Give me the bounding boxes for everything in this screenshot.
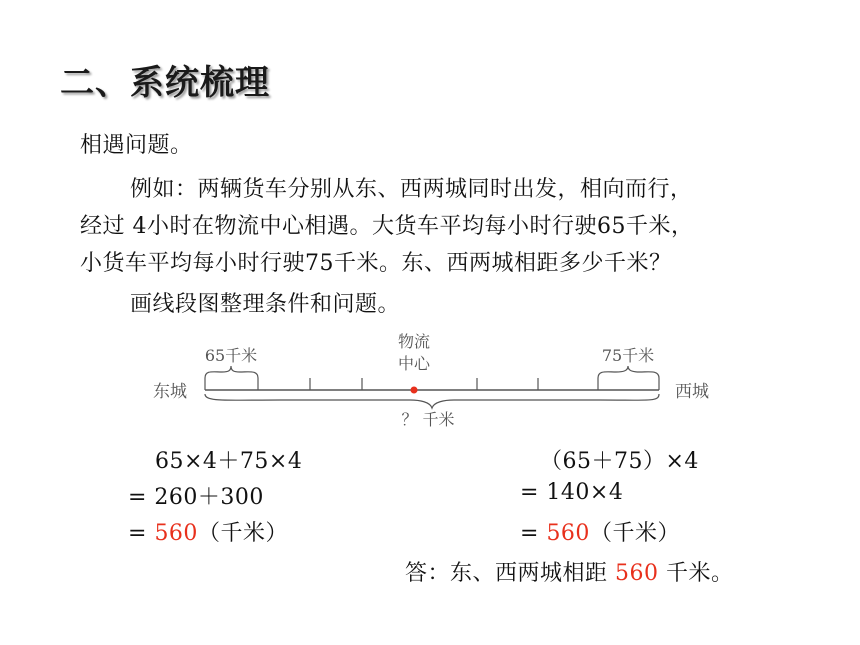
method1-step1: = 260＋300 [128,485,264,510]
method2-result: 560 [546,521,590,546]
page-title: 二、系统梳理 [60,63,270,103]
method1-result: 560 [154,521,198,546]
topic-heading: 相遇问题。 [80,133,193,158]
method2-step2: = 560（千米） [520,521,680,546]
method2-step1: = 140×4 [520,480,624,505]
segment-diagram [0,328,860,438]
center-label-2: 中心 [397,354,431,373]
left-segment-brace [205,366,258,378]
example-line-1: 例如：两辆货车分别从东、西两城同时出发，相向而行， [130,177,693,202]
answer-value: 560 [615,561,659,586]
answer-line: 答：东、西两城相距 560 千米。 [405,561,734,586]
method1-step2: = 560（千米） [128,521,288,546]
example-line-2: 经过 4小时在物流中心相遇。大货车平均每小时行驶65千米， [80,214,694,239]
hour-ticks [205,378,659,390]
total-distance-label: ？ 千米 [401,410,455,429]
right-segment-label: 75千米 [601,346,655,365]
total-brace [205,394,659,408]
meeting-point [411,387,418,394]
left-city-label: 东城 [153,382,187,402]
method2-expression: （65＋75）×4 [540,449,699,474]
method1-expression: 65×4＋75×4 [155,449,303,474]
instruction-text: 画线段图整理条件和问题。 [130,292,401,317]
right-city-label: 西城 [675,382,709,402]
left-segment-label: 65千米 [204,346,258,365]
right-segment-brace [598,366,659,378]
example-line-3: 小货车平均每小时行驶75千米。东、西两城相距多少千米？ [80,251,672,276]
center-label-1: 物流 [397,332,431,351]
